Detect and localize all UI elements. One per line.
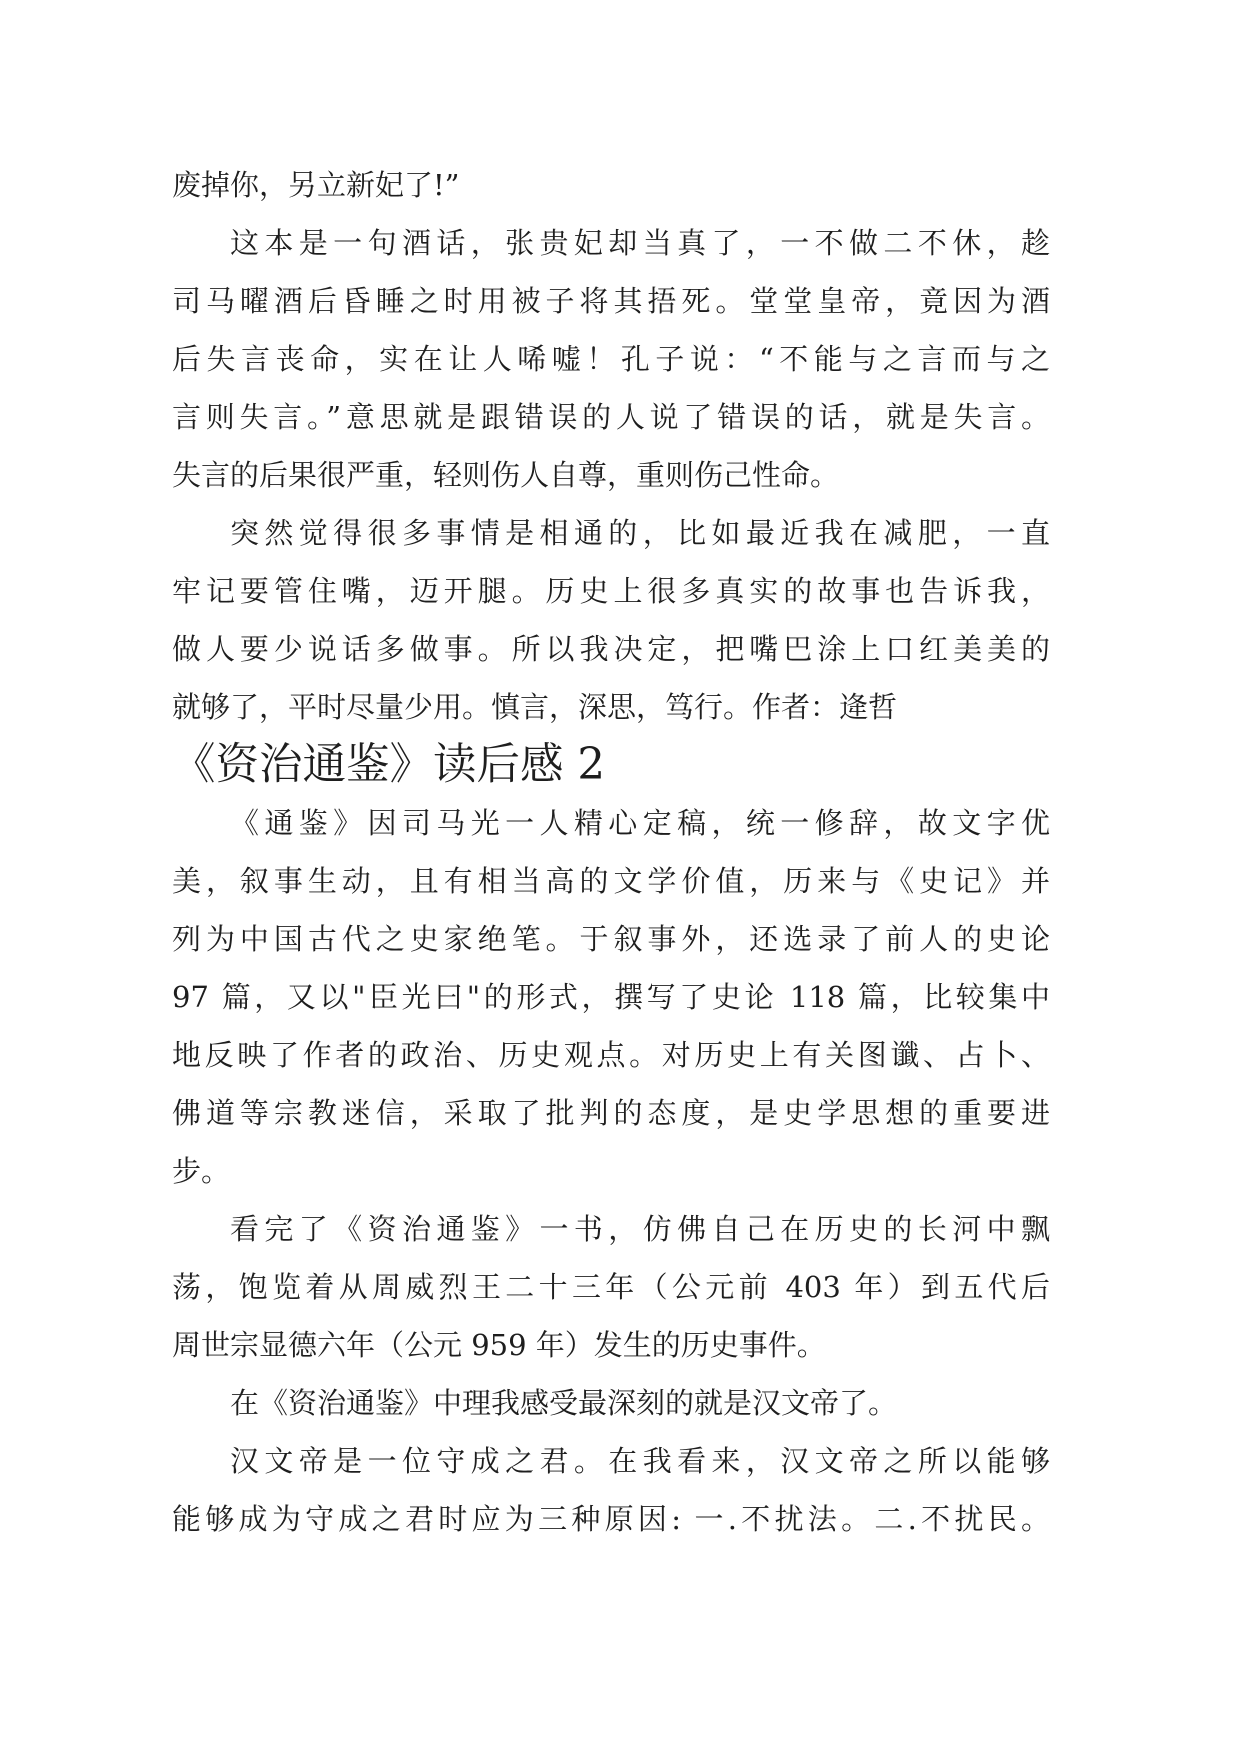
paragraph — [172, 156, 1050, 214]
text-line: 废掉你，另立新妃了!” — [172, 168, 460, 202]
text-line: 牢记要管住嘴，迈开腿。历史上很多真实的故事也告诉我， — [172, 574, 1050, 608]
paragraph — [172, 794, 1050, 1200]
text-line: 失言的后果很严重，轻则伤人自尊，重则伤己性命。 — [172, 458, 840, 492]
text-line: 司马曜酒后昏睡之时用被子将其捂死。堂堂皇帝，竟因为酒 — [172, 284, 1050, 318]
text-line: 步。 — [172, 1154, 231, 1188]
text-line: 就够了，平时尽量少用。慎言，深思，笃行。作者：逄哲 — [172, 690, 898, 724]
section-heading: 《资治通鉴》读后感 2 — [172, 740, 606, 790]
text-line: 周世宗显德六年（公元 959 年）发生的历史事件。 — [172, 1328, 826, 1362]
text-line: 能够成为守成之君时应为三种原因: 一.不扰法。二.不扰民。 — [172, 1502, 1050, 1536]
paragraph — [172, 1432, 1050, 1548]
paragraph — [172, 1200, 1050, 1374]
text-line: 这本是一句酒话，张贵妃却当真了，一不做二不休，趁 — [230, 226, 1050, 260]
document-body — [172, 156, 1050, 1548]
paragraph — [172, 504, 1050, 736]
text-line: 做人要少说话多做事。所以我决定，把嘴巴涂上口红美美的 — [172, 632, 1050, 666]
text-line: 汉文帝是一位守成之君。在我看来，汉文帝之所以能够 — [230, 1444, 1050, 1478]
text-line: 地反映了作者的政治、历史观点。对历史上有关图谶、占卜、 — [172, 1038, 1050, 1072]
text-line: 后失言丧命，实在让人唏嘘！孔子说：“不能与之言而与之 — [172, 342, 1050, 376]
paragraph — [172, 214, 1050, 504]
text-line: 在《资治通鉴》中理我感受最深刻的就是汉文帝了。 — [230, 1386, 898, 1420]
text-line: 97 篇，又以"臣光曰"的形式，撰写了史论 118 篇，比较集中 — [172, 980, 1050, 1014]
text-line: 《通鉴》因司马光一人精心定稿，统一修辞，故文字优 — [230, 806, 1050, 840]
text-line: 看完了《资治通鉴》一书，仿佛自己在历史的长河中飘 — [230, 1212, 1050, 1246]
paragraph — [172, 1374, 1050, 1432]
text-line: 突然觉得很多事情是相通的，比如最近我在减肥，一直 — [230, 516, 1050, 550]
text-line: 美，叙事生动，且有相当高的文学价值，历来与《史记》并 — [172, 864, 1050, 898]
text-line: 荡，饱览着从周威烈王二十三年（公元前 403 年）到五代后 — [172, 1270, 1050, 1304]
text-line: 列为中国古代之史家绝笔。于叙事外，还选录了前人的史论 — [172, 922, 1050, 956]
text-line: 言则失言。”意思就是跟错误的人说了错误的话，就是失言。 — [172, 400, 1050, 434]
text-line: 佛道等宗教迷信，采取了批判的态度，是史学思想的重要进 — [172, 1096, 1050, 1130]
